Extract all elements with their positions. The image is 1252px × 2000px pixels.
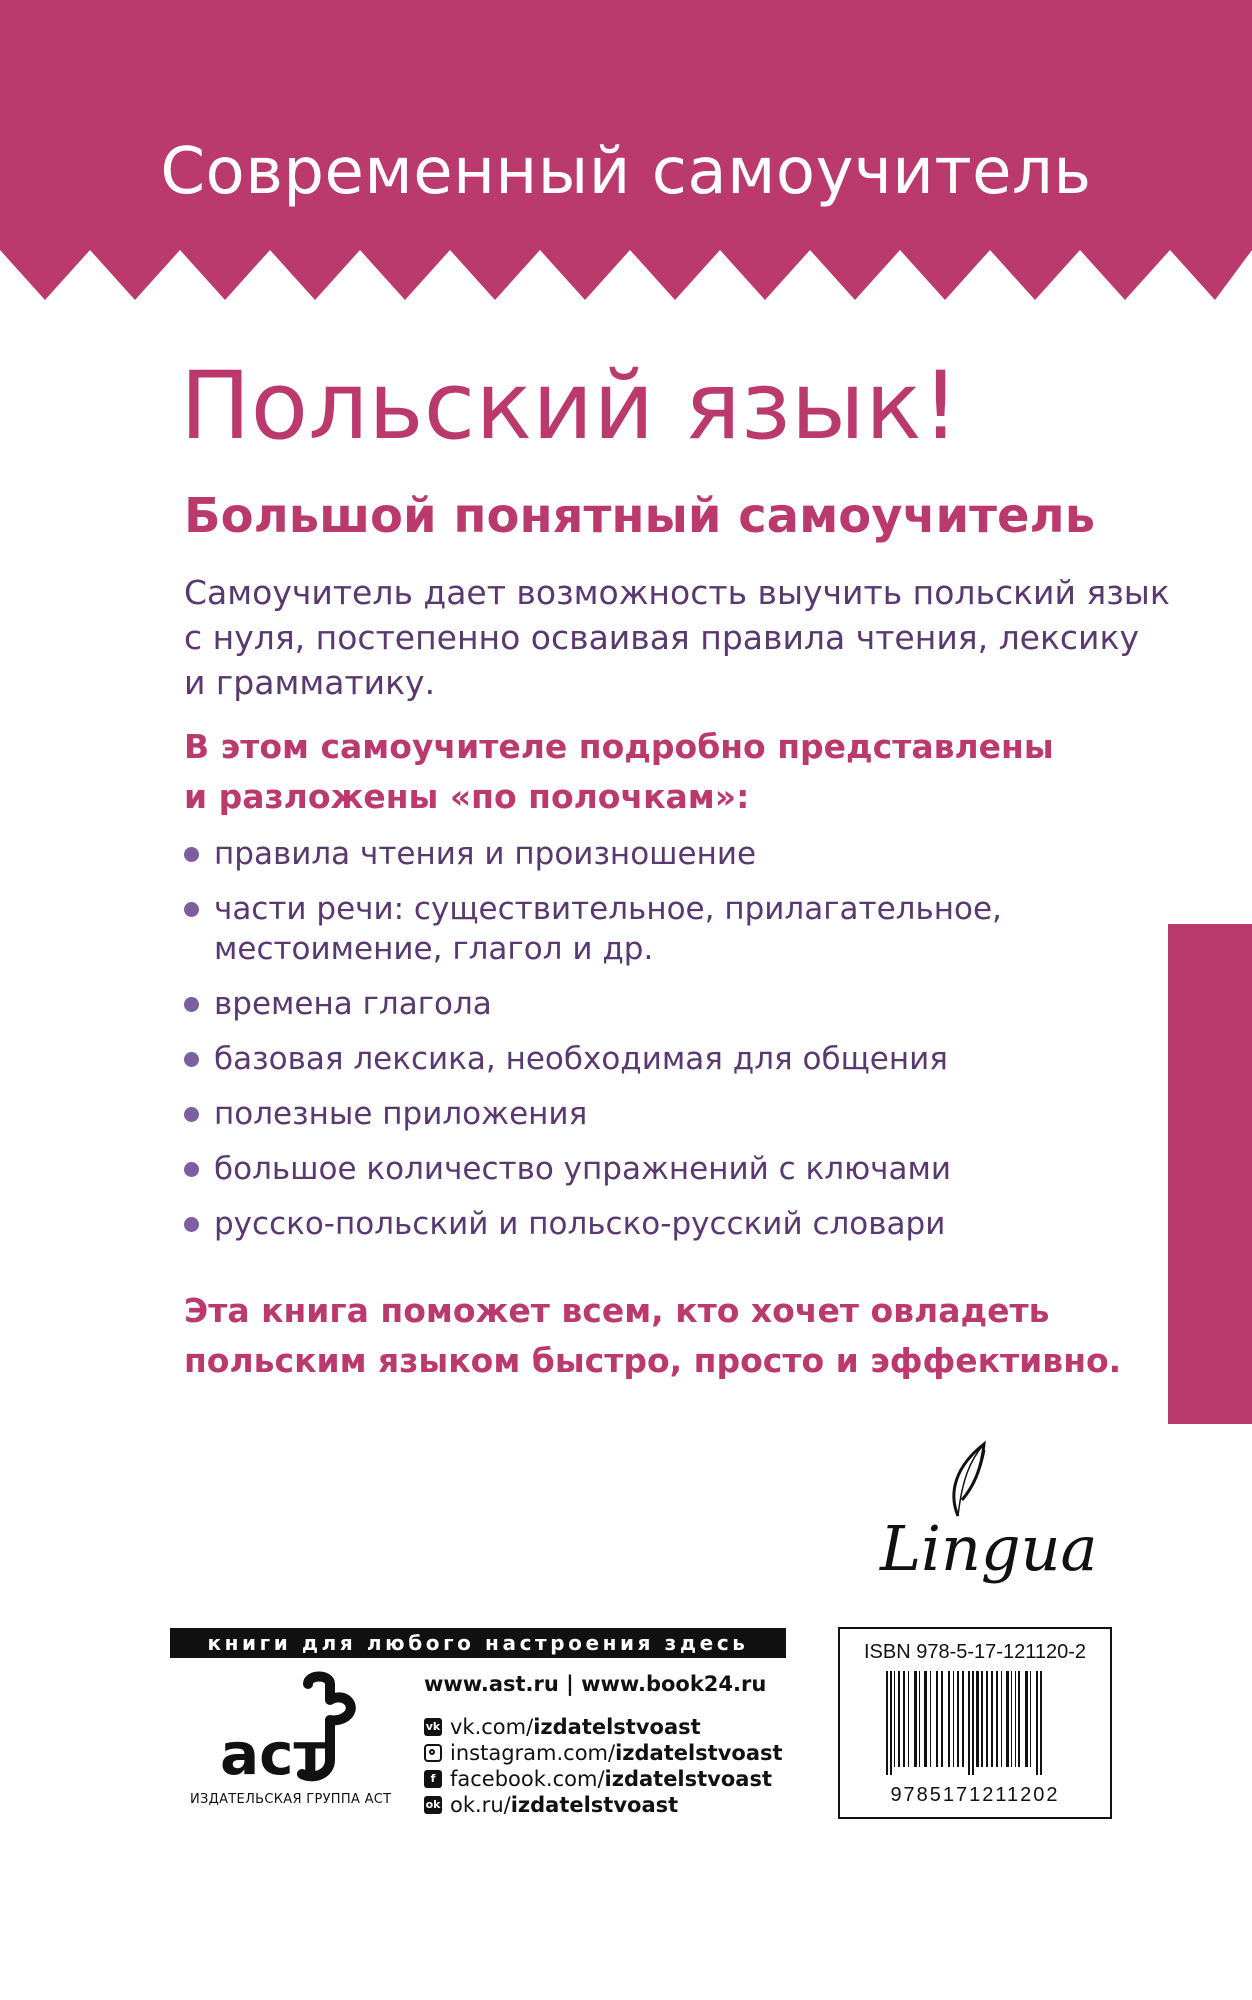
social-handle: izdatelstvoast (604, 1767, 772, 1791)
feather-icon (900, 1440, 1140, 1520)
barcode-bar (919, 1671, 920, 1767)
bullet-icon (184, 1052, 199, 1067)
barcode-bar (1030, 1671, 1031, 1767)
publisher-tagline: книги для любого настроения здесь (170, 1628, 786, 1658)
book-subtitle: Большой понятный самоучитель (184, 488, 1096, 544)
features-lead (184, 722, 1144, 822)
barcode-bar (1015, 1671, 1016, 1767)
list-item (184, 834, 1064, 874)
barcode-bar (894, 1671, 895, 1767)
social-link-facebook[interactable] (424, 1766, 783, 1792)
instagram-icon (424, 1744, 442, 1762)
side-accent-tab (1168, 924, 1252, 1424)
features-list (184, 834, 1064, 1259)
barcode-bar (936, 1671, 938, 1767)
list-item (184, 1094, 1064, 1134)
list-item (184, 1204, 1064, 1244)
social-prefix: ok.ru/ (450, 1793, 511, 1817)
intro-line: с нуля, постепенно осваивая правила чтения, лексику (184, 618, 1139, 657)
lead-line: и разложены «по полочкам»: (184, 777, 750, 816)
barcode-bar (941, 1671, 943, 1767)
barcode-bar (924, 1671, 927, 1767)
social-prefix: facebook.com/ (450, 1767, 605, 1791)
ok-icon: ok (424, 1796, 442, 1814)
intro-line: Самоучитель дает возможность выучить польский язык (184, 573, 1170, 612)
ast-logo (190, 1670, 390, 1800)
bullet-icon (184, 1217, 199, 1232)
list-item (184, 1039, 1064, 1079)
barcode-bar (1011, 1671, 1012, 1767)
isbn-barcode (838, 1627, 1112, 1819)
barcode-bar (981, 1671, 983, 1767)
barcode-bar (948, 1671, 950, 1767)
list-item (184, 889, 1064, 969)
list-item (184, 1149, 1064, 1189)
publisher-caption: ИЗДАТЕЛЬСКАЯ ГРУППА АСТ (190, 1792, 392, 1807)
bullet-icon (184, 997, 199, 1012)
publisher-websites[interactable]: www.ast.ru | www.book24.ru (424, 1672, 767, 1696)
bullet-icon (184, 902, 199, 917)
barcode-bar (1006, 1671, 1009, 1767)
barcode-bar (1025, 1671, 1028, 1767)
book-title: Польский язык! (180, 352, 960, 461)
barcode-bar (1040, 1671, 1042, 1775)
barcode-bar (890, 1671, 892, 1775)
barcode-digits: 9785171211202 (890, 1784, 1060, 1806)
bullet-icon (184, 1107, 199, 1122)
lingua-wordmark: Lingua (880, 1512, 1098, 1585)
list-item (184, 984, 1064, 1024)
barcode-bar (1018, 1671, 1020, 1767)
barcode-bar (976, 1671, 979, 1767)
lead-line: В этом самоучителе подробно представлены (184, 727, 1054, 766)
barcode-bar (996, 1671, 998, 1767)
intro-line: и грамматику. (184, 663, 436, 702)
list-item-text: части речи: существительное, прилагательное, (214, 891, 1002, 927)
list-item-text: русско-польский и польско-русский словари (214, 1206, 946, 1242)
barcode-bar (930, 1671, 931, 1767)
barcode-bar (898, 1671, 900, 1767)
closing-line: Эта книга поможет всем, кто хочет овладеть (184, 1291, 1050, 1330)
social-link-ok[interactable] (424, 1792, 783, 1818)
social-link-instagram[interactable] (424, 1740, 783, 1766)
list-item-text: местоимение, глагол и др. (214, 931, 654, 967)
barcode-bars (884, 1671, 1070, 1775)
list-item-text: полезные приложения (214, 1096, 588, 1132)
barcode-bar (1036, 1671, 1038, 1775)
isbn-label: ISBN 978-5-17-121120-2 (864, 1641, 1086, 1663)
barcode-bar (903, 1671, 905, 1767)
social-link-vk[interactable] (424, 1714, 783, 1740)
barcode-bar (953, 1671, 954, 1767)
barcode-bar (957, 1671, 959, 1767)
barcode-bar (991, 1671, 993, 1767)
series-title: Современный самоучитель (160, 135, 1092, 209)
barcode-bar (1001, 1671, 1002, 1767)
barcode-bar (886, 1671, 888, 1775)
barcode-bar (972, 1671, 974, 1775)
social-handle: izdatelstvoast (615, 1741, 783, 1765)
intro-paragraph (184, 570, 1170, 705)
bullet-icon (184, 1162, 199, 1177)
ast-logo-text: аст (220, 1720, 328, 1788)
vk-icon: vk (424, 1718, 442, 1736)
facebook-icon: f (424, 1770, 442, 1788)
closing-line: польским языком быстро, просто и эффективно. (184, 1341, 1122, 1380)
list-item-text: большое количество упражнений с ключами (214, 1151, 952, 1187)
barcode-bar (914, 1671, 917, 1767)
barcode-bar (962, 1671, 964, 1767)
social-prefix: vk.com/ (450, 1715, 534, 1739)
social-handle: izdatelstvoast (533, 1715, 701, 1739)
list-item-text: времена глагола (214, 986, 492, 1022)
barcode-bar (986, 1671, 988, 1767)
social-prefix: instagram.com/ (450, 1741, 616, 1765)
list-item-text: правила чтения и произношение (214, 836, 757, 872)
social-handle: izdatelstvoast (510, 1793, 679, 1817)
barcode-bar (968, 1671, 970, 1775)
lingua-logo (880, 1440, 1120, 1610)
list-item-text: базовая лексика, необходимая для общения (214, 1041, 948, 1077)
bullet-icon (184, 847, 199, 862)
barcode-bar (908, 1671, 909, 1767)
closing-statement (184, 1286, 1144, 1386)
social-links (424, 1714, 783, 1818)
